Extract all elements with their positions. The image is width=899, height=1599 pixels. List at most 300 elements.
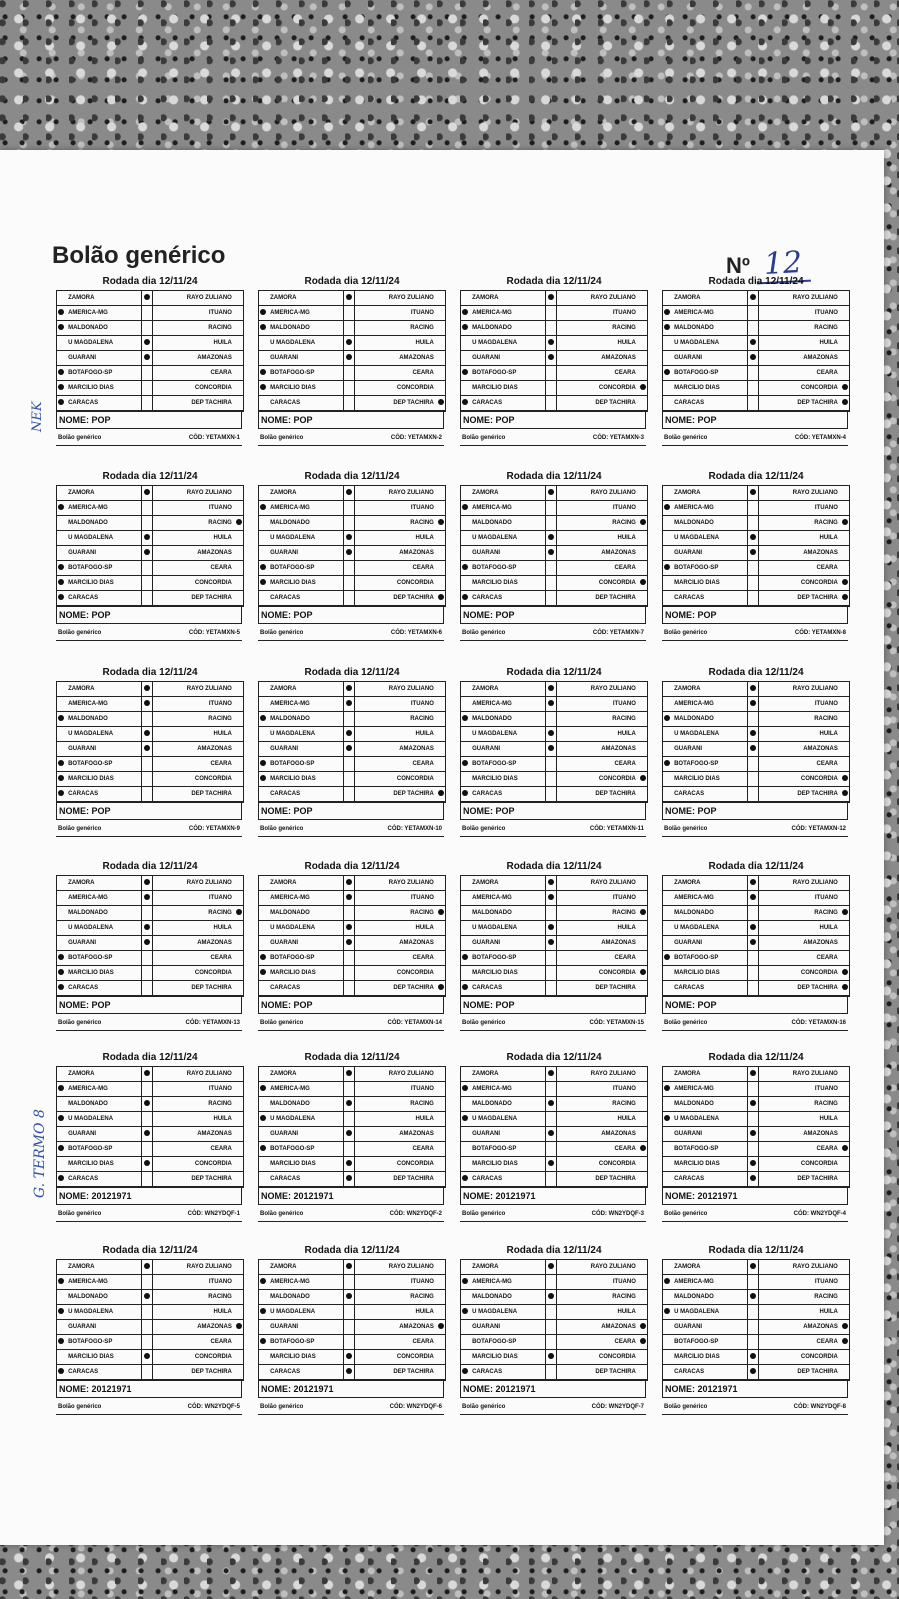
name-value: 20121971	[697, 1384, 738, 1394]
away-team: ITUANO	[557, 306, 638, 321]
card-brand: Bolão genérico	[260, 435, 304, 441]
match-row	[258, 381, 446, 396]
home-pick-cell	[460, 1305, 470, 1320]
pick-dot-icon	[750, 354, 756, 360]
draw-pick-cell	[747, 906, 758, 921]
home-pick-cell	[56, 1172, 66, 1187]
home-team: AMERICA-MG	[470, 1275, 545, 1290]
card-name-field	[56, 412, 242, 429]
away-pick-cell	[638, 396, 648, 411]
home-team: BOTAFOGO-SP	[66, 951, 141, 966]
home-pick-cell	[460, 921, 470, 936]
home-team: CARACAS	[470, 1172, 545, 1187]
pick-dot-icon	[842, 984, 848, 990]
home-team: MALDONADO	[470, 712, 545, 727]
pick-dot-icon	[548, 924, 554, 930]
away-team: AMAZONAS	[153, 742, 234, 757]
away-pick-cell	[234, 1290, 244, 1305]
draw-pick-cell	[747, 936, 758, 951]
card-round-title: Rodada dia 12/11/24	[506, 1245, 602, 1256]
away-pick-cell	[840, 697, 850, 712]
pick-dot-icon	[438, 790, 444, 796]
pick-dot-icon	[58, 954, 64, 960]
away-team: DEP TACHIRA	[355, 1365, 436, 1380]
card-name-field	[258, 1188, 444, 1205]
bet-card	[460, 861, 648, 1037]
home-team: ZAMORA	[470, 1067, 545, 1082]
card-round-title: Rodada dia 12/11/24	[708, 276, 804, 287]
home-pick-cell	[56, 591, 66, 606]
pick-dot-icon	[640, 1323, 646, 1329]
match-row	[662, 697, 850, 712]
away-pick-cell	[638, 531, 648, 546]
draw-pick-cell	[343, 772, 354, 787]
away-pick-cell	[234, 396, 244, 411]
draw-pick-cell	[747, 591, 758, 606]
home-team: GUARANI	[470, 1320, 545, 1335]
draw-pick-cell	[343, 1067, 354, 1082]
draw-pick-cell	[545, 712, 556, 727]
card-name-field	[56, 1188, 242, 1205]
match-row	[56, 1067, 244, 1082]
card-brand: Bolão genérico	[462, 630, 506, 636]
match-row	[460, 891, 648, 906]
home-pick-cell	[460, 1320, 470, 1335]
home-pick-cell	[56, 697, 66, 712]
match-row	[460, 531, 648, 546]
away-team: AMAZONAS	[759, 742, 840, 757]
draw-pick-cell	[747, 1320, 758, 1335]
card-code: CÓD: YETAMXN-12	[791, 826, 846, 832]
pick-dot-icon	[548, 730, 554, 736]
pick-dot-icon	[842, 1338, 848, 1344]
away-pick-cell	[638, 1305, 648, 1320]
pick-dot-icon	[346, 1175, 352, 1181]
home-team: MALDONADO	[470, 1290, 545, 1305]
away-pick-cell	[638, 936, 648, 951]
name-value: POP	[293, 610, 313, 620]
home-pick-cell	[460, 936, 470, 951]
home-team: AMERICA-MG	[672, 306, 747, 321]
draw-pick-cell	[545, 1350, 556, 1365]
home-team: GUARANI	[268, 351, 343, 366]
away-team: AMAZONAS	[759, 351, 840, 366]
away-pick-cell	[234, 712, 244, 727]
bet-card	[460, 471, 648, 647]
draw-pick-cell	[747, 1290, 758, 1305]
match-row	[258, 1172, 446, 1187]
home-pick-cell	[258, 366, 268, 381]
pick-dot-icon	[664, 369, 670, 375]
home-pick-cell	[662, 531, 672, 546]
card-round-title: Rodada dia 12/11/24	[304, 1052, 400, 1063]
pick-dot-icon	[438, 909, 444, 915]
match-row	[460, 981, 648, 996]
draw-pick-cell	[747, 1350, 758, 1365]
home-pick-cell	[258, 546, 268, 561]
draw-pick-cell	[545, 921, 556, 936]
away-pick-cell	[840, 921, 850, 936]
home-pick-cell	[460, 576, 470, 591]
match-row	[460, 712, 648, 727]
draw-pick-cell	[747, 1067, 758, 1082]
draw-pick-cell	[141, 727, 152, 742]
away-pick-cell	[638, 712, 648, 727]
pick-dot-icon	[58, 790, 64, 796]
home-team: MALDONADO	[268, 906, 343, 921]
card-brand: Bolão genérico	[260, 1404, 304, 1410]
home-team: MARCILIO DIAS	[66, 1350, 141, 1365]
home-pick-cell	[56, 1290, 66, 1305]
draw-pick-cell	[141, 682, 152, 697]
match-row	[56, 486, 244, 501]
away-team: CONCORDIA	[355, 1157, 436, 1172]
away-team: HUILA	[153, 1305, 234, 1320]
away-pick-cell	[840, 486, 850, 501]
away-team: CONCORDIA	[153, 966, 234, 981]
home-pick-cell	[56, 742, 66, 757]
card-code: CÓD: WN2YDQF-6	[389, 1404, 442, 1410]
away-pick-cell	[436, 1350, 446, 1365]
bet-card	[662, 861, 850, 1037]
pick-dot-icon	[640, 519, 646, 525]
match-table	[56, 875, 244, 996]
pick-dot-icon	[664, 954, 670, 960]
away-pick-cell	[234, 876, 244, 891]
draw-pick-cell	[343, 1112, 354, 1127]
away-pick-cell	[840, 381, 850, 396]
home-team: GUARANI	[268, 1127, 343, 1142]
away-pick-cell	[234, 1320, 244, 1335]
card-brand: Bolão genérico	[260, 1020, 304, 1026]
away-team: ITUANO	[153, 697, 234, 712]
home-team: CARACAS	[66, 591, 141, 606]
match-row	[56, 727, 244, 742]
pick-dot-icon	[462, 324, 468, 330]
home-pick-cell	[258, 951, 268, 966]
away-pick-cell	[436, 1127, 446, 1142]
match-row	[258, 516, 446, 531]
home-pick-cell	[662, 321, 672, 336]
draw-pick-cell	[343, 591, 354, 606]
away-pick-cell	[234, 291, 244, 306]
away-team: RACING	[355, 712, 436, 727]
home-team: ZAMORA	[268, 682, 343, 697]
home-team: GUARANI	[672, 742, 747, 757]
draw-pick-cell	[545, 561, 556, 576]
home-pick-cell	[258, 336, 268, 351]
match-row	[662, 321, 850, 336]
away-pick-cell	[234, 951, 244, 966]
away-team: HUILA	[355, 727, 436, 742]
card-round-title: Rodada dia 12/11/24	[708, 471, 804, 482]
draw-pick-cell	[747, 951, 758, 966]
home-pick-cell	[258, 1067, 268, 1082]
away-team: AMAZONAS	[153, 351, 234, 366]
card-brand: Bolão genérico	[58, 435, 102, 441]
away-pick-cell	[436, 381, 446, 396]
card-code: CÓD: YETAMXN-4	[794, 435, 846, 441]
card-name-field	[460, 412, 646, 429]
card-round-title: Rodada dia 12/11/24	[102, 1245, 198, 1256]
home-pick-cell	[662, 1127, 672, 1142]
draw-pick-cell	[343, 396, 354, 411]
card-code: CÓD: YETAMXN-13	[185, 1020, 240, 1026]
away-pick-cell	[234, 1305, 244, 1320]
match-row	[56, 1260, 244, 1275]
card-code: CÓD: YETAMXN-5	[188, 630, 240, 636]
match-row	[258, 1275, 446, 1290]
away-team: CEARA	[759, 757, 840, 772]
match-row	[460, 1260, 648, 1275]
home-pick-cell	[258, 787, 268, 802]
away-pick-cell	[436, 727, 446, 742]
name-value: POP	[495, 806, 515, 816]
home-pick-cell	[460, 981, 470, 996]
home-pick-cell	[662, 936, 672, 951]
away-team: RAYO ZULIANO	[557, 1260, 638, 1275]
home-team: MALDONADO	[672, 1290, 747, 1305]
home-pick-cell	[460, 516, 470, 531]
match-table	[662, 1066, 850, 1187]
away-pick-cell	[436, 516, 446, 531]
home-team: U MAGDALENA	[268, 1112, 343, 1127]
home-team: ZAMORA	[470, 682, 545, 697]
draw-pick-cell	[747, 1142, 758, 1157]
pick-dot-icon	[750, 294, 756, 300]
draw-pick-cell	[141, 1335, 152, 1350]
away-pick-cell	[638, 1290, 648, 1305]
pick-dot-icon	[260, 309, 266, 315]
away-team: DEP TACHIRA	[355, 981, 436, 996]
pick-dot-icon	[462, 1085, 468, 1091]
match-row	[662, 1320, 850, 1335]
card-code: CÓD: WN2YDQF-5	[187, 1404, 240, 1410]
draw-pick-cell	[545, 1275, 556, 1290]
card-footer	[460, 1016, 646, 1031]
away-pick-cell	[840, 291, 850, 306]
card-round-title: Rodada dia 12/11/24	[102, 1052, 198, 1063]
draw-pick-cell	[545, 1097, 556, 1112]
away-team: AMAZONAS	[557, 742, 638, 757]
away-team: DEP TACHIRA	[759, 591, 840, 606]
home-team: BOTAFOGO-SP	[470, 951, 545, 966]
away-team: ITUANO	[355, 1082, 436, 1097]
match-row	[662, 1365, 850, 1380]
pick-dot-icon	[144, 1160, 150, 1166]
home-team: MARCILIO DIAS	[268, 966, 343, 981]
home-pick-cell	[662, 1112, 672, 1127]
pick-dot-icon	[462, 954, 468, 960]
card-footer	[460, 1400, 646, 1415]
match-row	[460, 291, 648, 306]
away-team: DEP TACHIRA	[355, 787, 436, 802]
away-pick-cell	[234, 531, 244, 546]
draw-pick-cell	[141, 966, 152, 981]
home-pick-cell	[56, 1142, 66, 1157]
draw-pick-cell	[343, 727, 354, 742]
home-pick-cell	[56, 1127, 66, 1142]
away-team: RACING	[557, 906, 638, 921]
home-pick-cell	[662, 966, 672, 981]
away-pick-cell	[840, 531, 850, 546]
pick-dot-icon	[260, 564, 266, 570]
bet-card	[258, 1245, 446, 1421]
match-row	[662, 1127, 850, 1142]
away-team: CEARA	[153, 1142, 234, 1157]
home-pick-cell	[662, 1172, 672, 1187]
away-team: RACING	[759, 712, 840, 727]
away-team: AMAZONAS	[557, 546, 638, 561]
card-round-title: Rodada dia 12/11/24	[708, 667, 804, 678]
draw-pick-cell	[545, 951, 556, 966]
away-pick-cell	[840, 772, 850, 787]
match-row	[662, 727, 850, 742]
away-team: ITUANO	[153, 1275, 234, 1290]
home-pick-cell	[56, 576, 66, 591]
pick-dot-icon	[346, 1263, 352, 1269]
card-brand: Bolão genérico	[462, 826, 506, 832]
away-team: RACING	[355, 321, 436, 336]
home-pick-cell	[460, 591, 470, 606]
pick-dot-icon	[346, 1353, 352, 1359]
home-pick-cell	[258, 727, 268, 742]
home-pick-cell	[662, 1157, 672, 1172]
home-team: U MAGDALENA	[268, 336, 343, 351]
pick-dot-icon	[750, 1160, 756, 1166]
draw-pick-cell	[141, 1127, 152, 1142]
draw-pick-cell	[545, 291, 556, 306]
match-row	[258, 486, 446, 501]
match-row	[662, 306, 850, 321]
home-pick-cell	[258, 1350, 268, 1365]
card-footer	[56, 1400, 242, 1415]
card-footer	[258, 431, 444, 446]
away-team: HUILA	[759, 531, 840, 546]
home-pick-cell	[662, 381, 672, 396]
draw-pick-cell	[747, 1305, 758, 1320]
away-team: DEP TACHIRA	[355, 1172, 436, 1187]
match-row	[258, 561, 446, 576]
away-team: CONCORDIA	[759, 772, 840, 787]
away-team: CEARA	[557, 366, 638, 381]
draw-pick-cell	[141, 1142, 152, 1157]
away-team: RAYO ZULIANO	[557, 486, 638, 501]
match-row	[258, 951, 446, 966]
away-pick-cell	[234, 891, 244, 906]
match-row	[56, 1172, 244, 1187]
card-brand: Bolão genérico	[260, 630, 304, 636]
draw-pick-cell	[747, 486, 758, 501]
pick-dot-icon	[548, 894, 554, 900]
name-value: POP	[293, 806, 313, 816]
card-code: CÓD: YETAMXN-6	[390, 630, 442, 636]
away-team: DEP TACHIRA	[153, 981, 234, 996]
draw-pick-cell	[747, 1097, 758, 1112]
away-pick-cell	[638, 891, 648, 906]
home-pick-cell	[662, 1335, 672, 1350]
pick-dot-icon	[750, 745, 756, 751]
pick-dot-icon	[750, 924, 756, 930]
card-code: CÓD: WN2YDQF-3	[591, 1211, 644, 1217]
card-brand: Bolão genérico	[58, 1211, 102, 1217]
home-pick-cell	[56, 1097, 66, 1112]
away-team: HUILA	[557, 336, 638, 351]
home-team: MARCILIO DIAS	[470, 1157, 545, 1172]
pick-dot-icon	[462, 309, 468, 315]
pick-dot-icon	[58, 715, 64, 721]
match-row	[662, 757, 850, 772]
home-team: MALDONADO	[672, 321, 747, 336]
home-pick-cell	[258, 1097, 268, 1112]
match-row	[56, 396, 244, 411]
home-pick-cell	[56, 1335, 66, 1350]
home-pick-cell	[460, 1112, 470, 1127]
draw-pick-cell	[747, 501, 758, 516]
home-team: GUARANI	[268, 546, 343, 561]
match-row	[258, 1335, 446, 1350]
draw-pick-cell	[545, 757, 556, 772]
match-row	[56, 906, 244, 921]
away-team: RAYO ZULIANO	[355, 682, 436, 697]
draw-pick-cell	[747, 546, 758, 561]
home-pick-cell	[460, 772, 470, 787]
away-team: AMAZONAS	[759, 936, 840, 951]
home-team: U MAGDALENA	[66, 921, 141, 936]
pick-dot-icon	[346, 1100, 352, 1106]
away-team: RAYO ZULIANO	[759, 486, 840, 501]
draw-pick-cell	[545, 772, 556, 787]
card-code: CÓD: WN2YDQF-8	[793, 1404, 846, 1410]
draw-pick-cell	[343, 966, 354, 981]
pick-dot-icon	[750, 1353, 756, 1359]
home-team: U MAGDALENA	[66, 727, 141, 742]
home-team: MALDONADO	[672, 712, 747, 727]
pick-dot-icon	[260, 1278, 266, 1284]
name-value: POP	[697, 1000, 717, 1010]
away-team: RAYO ZULIANO	[759, 682, 840, 697]
away-pick-cell	[436, 561, 446, 576]
away-pick-cell	[234, 1127, 244, 1142]
bet-card	[56, 471, 244, 647]
home-pick-cell	[56, 1365, 66, 1380]
pick-dot-icon	[346, 685, 352, 691]
away-pick-cell	[638, 561, 648, 576]
card-round-title: Rodada dia 12/11/24	[304, 471, 400, 482]
away-team: CEARA	[355, 951, 436, 966]
away-team: HUILA	[759, 1305, 840, 1320]
pick-dot-icon	[664, 715, 670, 721]
match-table	[56, 1066, 244, 1187]
draw-pick-cell	[141, 486, 152, 501]
pick-dot-icon	[548, 1353, 554, 1359]
away-pick-cell	[638, 1127, 648, 1142]
home-team: MARCILIO DIAS	[66, 966, 141, 981]
match-row	[460, 516, 648, 531]
name-value: POP	[91, 610, 111, 620]
home-team: MARCILIO DIAS	[66, 772, 141, 787]
match-row	[460, 876, 648, 891]
home-team: AMERICA-MG	[268, 1082, 343, 1097]
home-team: GUARANI	[268, 936, 343, 951]
away-team: RACING	[153, 321, 234, 336]
pick-dot-icon	[58, 1278, 64, 1284]
home-team: MARCILIO DIAS	[672, 381, 747, 396]
match-row	[56, 936, 244, 951]
draw-pick-cell	[141, 516, 152, 531]
handwritten-note-2: G. TERMO 8	[32, 1109, 48, 1198]
match-table	[460, 1066, 648, 1187]
